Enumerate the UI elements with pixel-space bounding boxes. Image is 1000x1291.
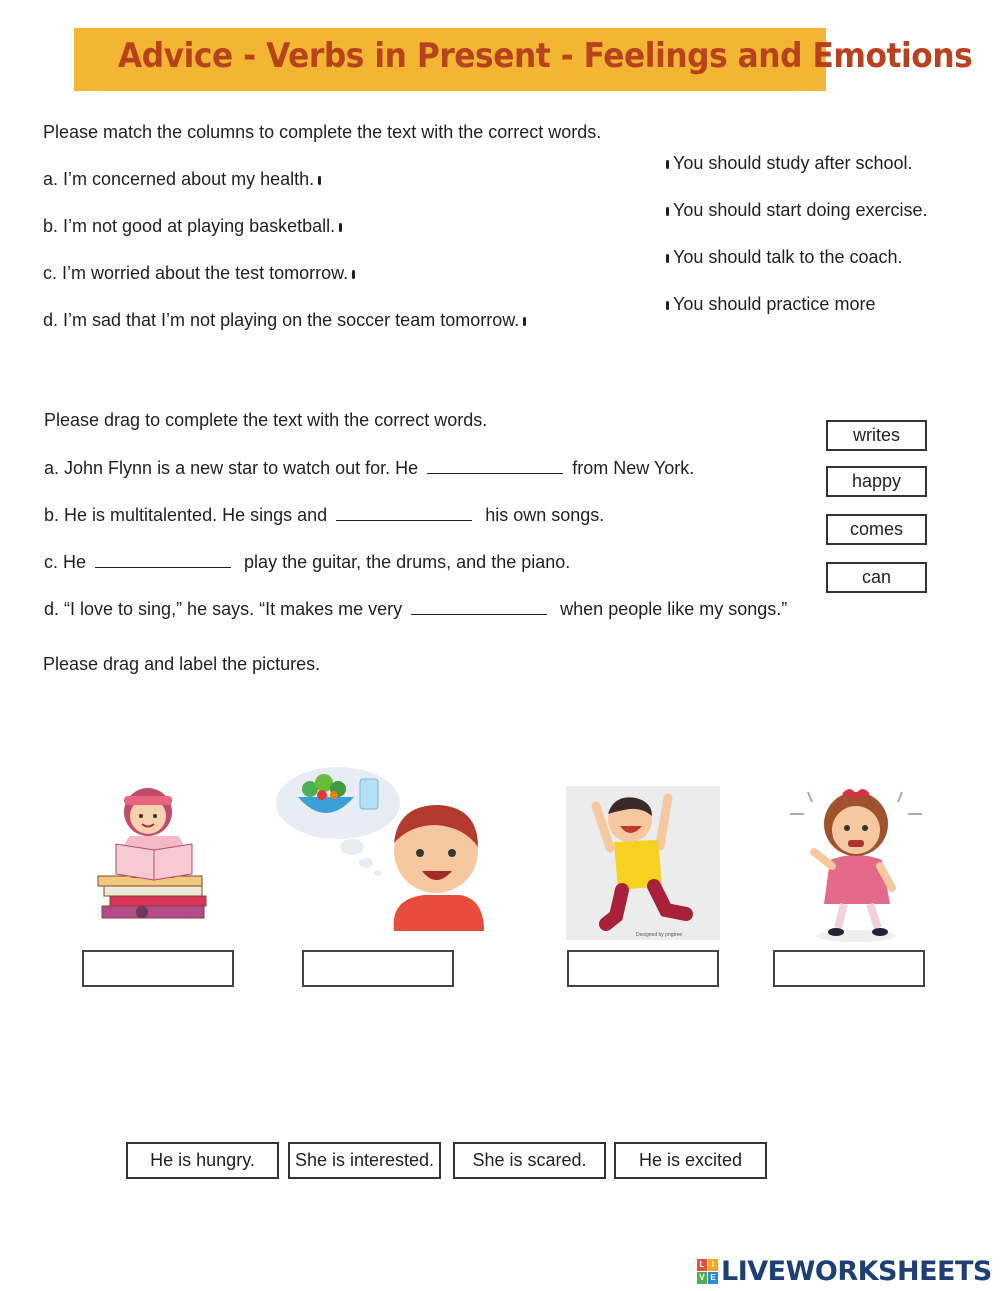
picture-label-drop-4[interactable] xyxy=(773,950,925,987)
sentence-after: from New York. xyxy=(572,458,695,478)
match-left-b xyxy=(43,216,342,237)
sentence-before: c. He xyxy=(44,552,87,572)
label-option[interactable]: He is excited xyxy=(614,1142,767,1179)
picture-label-drop-2[interactable] xyxy=(302,950,454,987)
match-dot[interactable] xyxy=(352,270,355,279)
match-dot[interactable] xyxy=(318,176,321,185)
sentence-after: play the guitar, the drums, and the piano. xyxy=(244,552,571,572)
match-right-2 xyxy=(666,200,928,221)
logo-text: LIVEWORKSHEETS xyxy=(721,1256,992,1287)
match-left-text: a. I’m concerned about my health. xyxy=(43,169,315,189)
sentence-d xyxy=(44,598,787,620)
sentence-before: d. “I love to sing,” he says. “It makes me very xyxy=(44,599,403,619)
logo-letter: E xyxy=(708,1272,718,1284)
word-option[interactable]: can xyxy=(826,562,927,593)
drop-blank[interactable] xyxy=(427,457,563,474)
match-dot[interactable] xyxy=(666,207,669,216)
sentence-b xyxy=(44,504,604,526)
girl-reading-picture xyxy=(90,776,220,926)
match-left-text: c. I’m worried about the test tomorrow. xyxy=(43,263,349,283)
drop-blank[interactable] xyxy=(336,504,472,521)
label-option[interactable]: She is interested. xyxy=(288,1142,441,1179)
match-right-text: You should study after school. xyxy=(673,153,913,173)
match-instruction: Please match the columns to complete the text with the correct words. xyxy=(43,122,602,142)
match-dot[interactable] xyxy=(666,301,669,310)
logo-letter: I xyxy=(708,1259,718,1271)
match-dot[interactable] xyxy=(666,160,669,169)
boy-excited-picture xyxy=(566,786,720,940)
match-left-c xyxy=(43,263,355,284)
word-option[interactable]: comes xyxy=(826,514,927,545)
drop-blank[interactable] xyxy=(411,598,547,615)
match-right-text: You should practice more xyxy=(673,294,876,314)
label-option[interactable]: He is hungry. xyxy=(126,1142,279,1179)
match-right-text: You should talk to the coach. xyxy=(673,247,903,267)
label-option[interactable]: She is scared. xyxy=(453,1142,606,1179)
match-dot[interactable] xyxy=(523,317,526,326)
sentence-after: his own songs. xyxy=(485,505,605,525)
label-instruction: Please drag and label the pictures. xyxy=(43,654,321,674)
picture-label-drop-3[interactable] xyxy=(567,950,719,987)
picture-watermark: Designed by pngtree xyxy=(636,932,683,938)
drag-instruction: Please drag to complete the text with the correct words. xyxy=(44,410,488,430)
sentence-after: when people like my songs.” xyxy=(560,599,788,619)
word-option[interactable]: happy xyxy=(826,466,927,497)
picture-label-drop-1[interactable] xyxy=(82,950,234,987)
match-right-1 xyxy=(666,153,913,174)
boy-hungry-picture xyxy=(274,767,494,931)
liveworksheets-logo xyxy=(697,1256,992,1287)
sentence-before: b. He is multitalented. He sings and xyxy=(44,505,328,525)
logo-letter: V xyxy=(697,1272,707,1284)
match-left-a xyxy=(43,169,321,190)
logo-mark xyxy=(697,1259,718,1284)
logo-letter: L xyxy=(697,1259,707,1271)
match-left-text: d. I’m sad that I’m not playing on the soccer team tomorrow. xyxy=(43,310,520,330)
girl-scared-picture xyxy=(786,780,926,944)
match-left-text: b. I’m not good at playing basketball. xyxy=(43,216,336,236)
match-dot[interactable] xyxy=(666,254,669,263)
sentence-c xyxy=(44,551,570,573)
match-left-d xyxy=(43,310,526,331)
drop-blank[interactable] xyxy=(95,551,231,568)
boy-excited-picture-frame xyxy=(566,786,720,940)
match-right-3 xyxy=(666,247,903,268)
match-dot[interactable] xyxy=(339,223,342,232)
word-option[interactable]: writes xyxy=(826,420,927,451)
title-banner xyxy=(74,28,973,91)
match-right-4 xyxy=(666,294,875,315)
sentence-a xyxy=(44,457,694,479)
sentence-before: a. John Flynn is a new star to watch out for. He xyxy=(44,458,419,478)
worksheet-title: Advice - Verbs in Present - Feelings and Emotions xyxy=(118,36,973,76)
match-right-text: You should start doing exercise. xyxy=(673,200,928,220)
